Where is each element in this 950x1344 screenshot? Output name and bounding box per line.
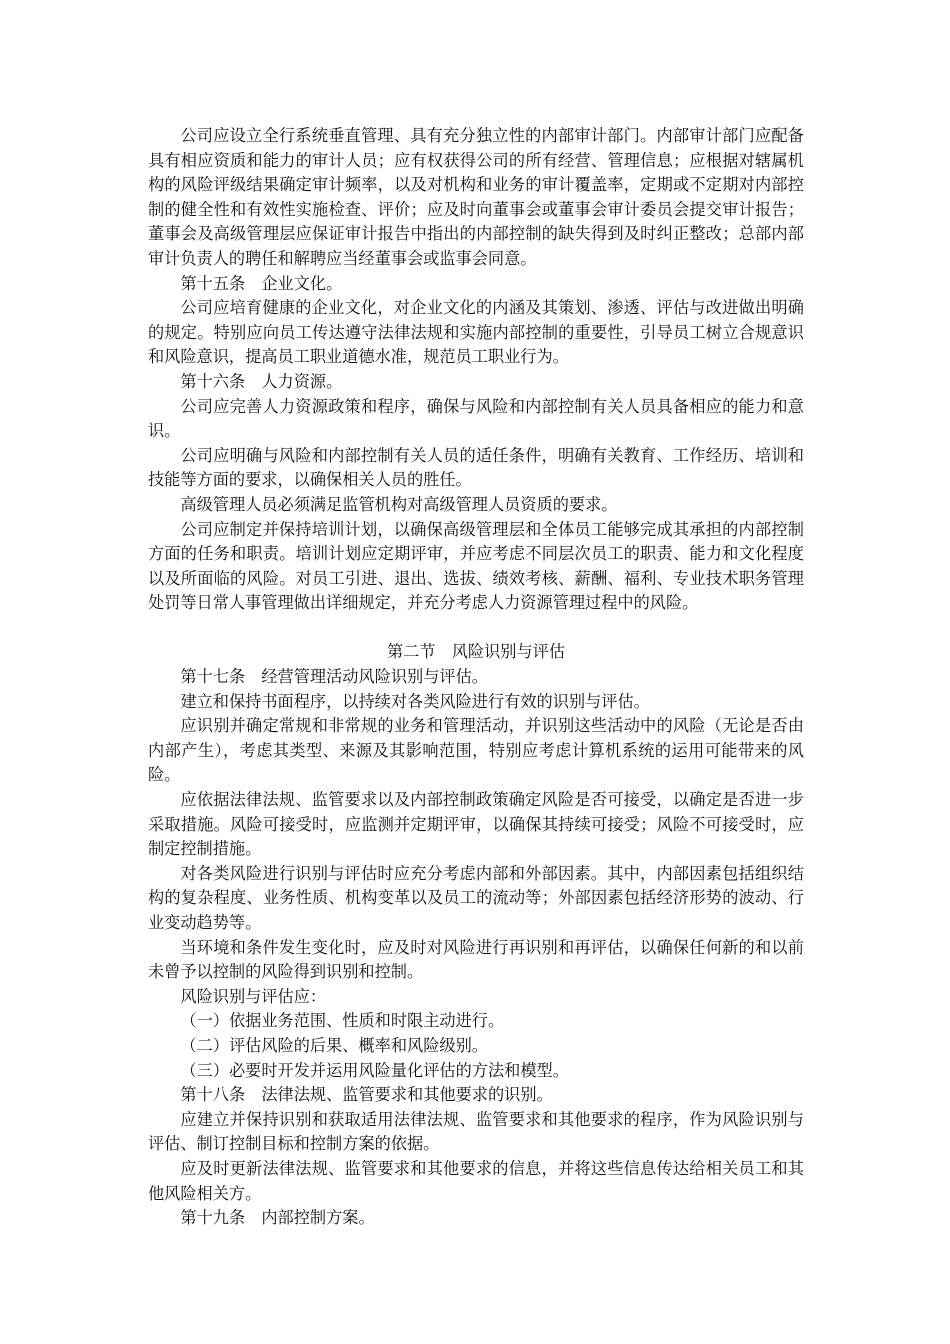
paragraph: 风险识别与评估应：: [180, 986, 327, 1006]
paragraph: 应建立并保持识别和获取适用法律法规、监管要求和其他要求的程序，作为风险识别与评估、制订控制目标和控制方案的依据。: [148, 1109, 804, 1154]
paragraph: 应及时更新法律法规、监管要求和其他要求的信息，并将这些信息传达给相关员工和其他风险相关方。: [148, 1158, 804, 1203]
section-spacer: [148, 616, 804, 641]
list-item: （三）必要时开发并运用风险量化评估的方法和模型。: [180, 1060, 569, 1080]
paragraph: 应依据法律法规、监管要求以及内部控制政策确定风险是否可接受，以确定是否进一步采取措施。风险可接受时，应监测并定期评审，以确保其持续可接受；风险不可接受时，应制定控制措施。: [148, 790, 804, 859]
article-title: 第十六条 人力资源。: [180, 371, 343, 391]
article-title: 第十五条 企业文化。: [180, 273, 343, 293]
list-item: （二）评估风险的后果、概率和风险级别。: [180, 1035, 488, 1055]
section-heading: 第二节 风险识别与评估: [386, 642, 566, 662]
paragraph: 公司应培育健康的企业文化，对企业文化的内涵及其策划、渗透、评估与改进做出明确的规定。特别应向员工传达遵守法律法规和实施内部控制的重要性，引导员工树立合规意识和风险意识，提高员工职业道德水准，规范员工职业行为。: [148, 298, 804, 367]
paragraph: 公司应制定并保持培训计划，以确保高级管理层和全体员工能够完成其承担的内部控制方面的任务和职责。培训计划应定期评审，并应考虑不同层次员工的职责、能力和文化程度以及所面临的风险。对员工引进、退出、选拔、绩效考核、薪酬、福利、专业技术职务管理处罚等日常人事管理做出详细规定，并充分考虑人力资源管理过程中的风险。: [148, 519, 804, 613]
paragraph: 当环境和条件发生变化时，应及时对风险进行再识别和再评估，以确保任何新的和以前未曾予以控制的风险得到识别和控制。: [148, 937, 804, 982]
paragraph: 对各类风险进行识别与评估时应充分考虑内部和外部因素。其中，内部因素包括组织结构的复杂程度、业务性质、机构变革以及员工的流动等；外部因素包括经济形势的波动、行业变动趋势等。: [148, 863, 804, 932]
paragraph: 公司应设立全行系统垂直管理、具有充分独立性的内部审计部门。内部审计部门应配备具有相应资质和能力的审计人员；应有权获得公司的所有经营、管理信息；应根据对辖属机构的风险评级结果确定审计频率，以及对机构和业务的审计覆盖率，定期或不定期对内部控制的健全性和有效性实施检查、评价；应及时向董事会或董事会审计委员会提交审计报告；董事会及高级管理层应保证审计报告中指出的内部控制的缺失得到及时纠正整改；总部内部审计负责人的聘任和解聘应当经董事会或监事会同意。: [148, 126, 804, 268]
paragraph: 建立和保持书面程序，以持续对各类风险进行有效的识别与评估。: [180, 691, 650, 711]
paragraph: 公司应明确与风险和内部控制有关人员的适任条件，明确有关教育、工作经历、培训和技能等方面的要求，以确保相关人员的胜任。: [148, 445, 804, 490]
paragraph: 应识别并确定常规和非常规的业务和管理活动，并识别这些活动中的风险（无论是否由内部产生），考虑其类型、来源及其影响范围，特别应考虑计算机系统的运用可能带来的风险。: [148, 716, 804, 785]
paragraph: 高级管理人员必须满足监管机构对高级管理人员资质的要求。: [180, 494, 618, 514]
list-item: （一）依据业务范围、性质和时限主动进行。: [180, 1011, 505, 1031]
document-page: [148, 124, 804, 1231]
article-title: 第十七条 经营管理活动风险识别与评估。: [180, 667, 488, 687]
paragraph: 公司应完善人力资源政策和程序，确保与风险和内部控制有关人员具备相应的能力和意识。: [148, 396, 804, 441]
article-title: 第十八条 法律法规、监管要求和其他要求的识别。: [180, 1085, 553, 1105]
article-title: 第十九条 内部控制方案。: [180, 1208, 375, 1228]
